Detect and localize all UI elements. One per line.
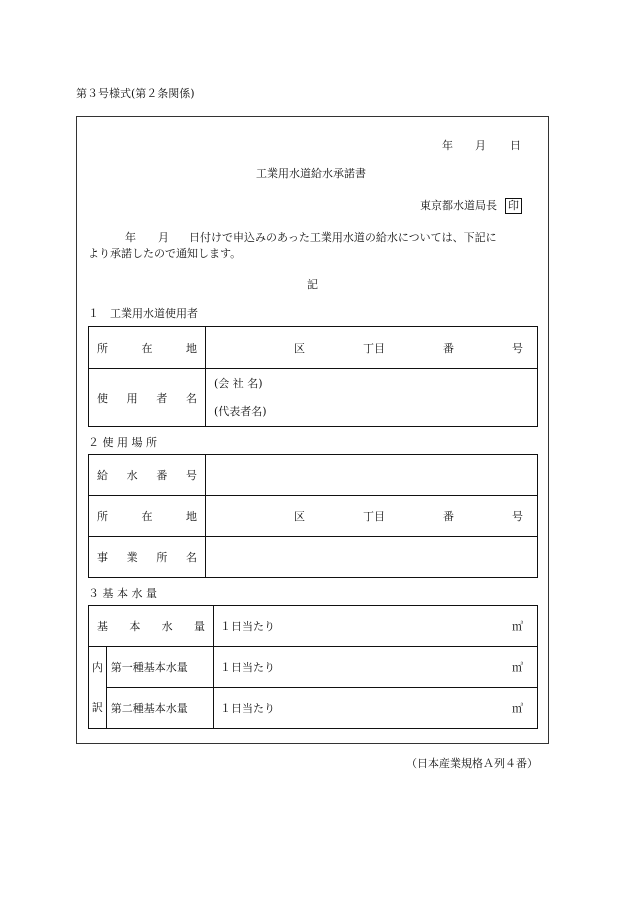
s3-basic-row: [89, 606, 538, 647]
s3-type2-label: 第二種基本水量: [106, 688, 213, 729]
s3-type1-row: [89, 647, 538, 688]
s2-location-label: 所 在 地: [89, 496, 206, 537]
section2-heading: ２ 使 用 場 所: [88, 436, 157, 449]
body-month: 月: [158, 231, 169, 244]
date-day: 日: [510, 139, 521, 152]
s3-basic-value[interactable]: １日当たり ㎥: [214, 606, 538, 647]
s2-office-row: [89, 537, 538, 578]
s2-location-value[interactable]: 区 丁目 番 号: [206, 496, 538, 537]
body-year: 年: [125, 231, 136, 244]
s2-supply-label: 給 水 番 号: [89, 455, 206, 496]
ki-label: 記: [307, 278, 318, 291]
date-line: [442, 137, 521, 153]
seal-mark: 印: [505, 198, 522, 214]
s1-location-value[interactable]: 区 丁目 番 号: [206, 327, 538, 369]
section2-table: [88, 454, 538, 578]
section3-heading: ３ 基 本 水 量: [88, 587, 157, 600]
s3-basic-label: 基 本 水 量: [89, 606, 214, 647]
section1-table: [88, 326, 538, 427]
body-line-2: より承諾したので通知します。: [88, 247, 242, 260]
s3-type2-value[interactable]: １日当たり ㎥: [214, 688, 538, 729]
section3-table: [88, 605, 538, 729]
s1-location-label: 所 在 地: [89, 327, 206, 369]
breakdown-label: 内 訳: [89, 647, 107, 729]
s3-type1-value[interactable]: １日当たり ㎥: [214, 647, 538, 688]
s1-user-label: 使 用 者 名: [89, 369, 206, 427]
date-month: 月: [475, 139, 486, 152]
representative-label: (代表者名): [214, 404, 267, 418]
body-line-1: [125, 229, 497, 245]
s1-user-value[interactable]: [206, 369, 538, 427]
document-title: 工業用水道給水承諾書: [256, 167, 366, 180]
company-name-label: (会 社 名): [214, 376, 263, 390]
s3-type2-row: [89, 688, 538, 729]
date-year: 年: [442, 139, 453, 152]
s1-location-row: [89, 327, 538, 369]
paper-size-note: （日本産業規格Ａ列４番）: [406, 757, 538, 770]
s2-office-value[interactable]: [206, 537, 538, 578]
s2-supply-value[interactable]: [206, 455, 538, 496]
form-number: 第３号様式(第２条関係): [76, 87, 195, 100]
issuer-line: [420, 197, 522, 214]
section1-heading: １ 工業用水道使用者: [88, 307, 198, 320]
s3-type1-label: 第一種基本水量: [106, 647, 213, 688]
s1-user-row: [89, 369, 538, 427]
s2-office-label: 事 業 所 名: [89, 537, 206, 578]
s2-location-row: [89, 496, 538, 537]
s2-supply-row: [89, 455, 538, 496]
issuer: 東京都水道局長: [420, 199, 497, 212]
body-text: 日付けで申込みのあった工業用水道の給水については、下記に: [189, 231, 497, 244]
